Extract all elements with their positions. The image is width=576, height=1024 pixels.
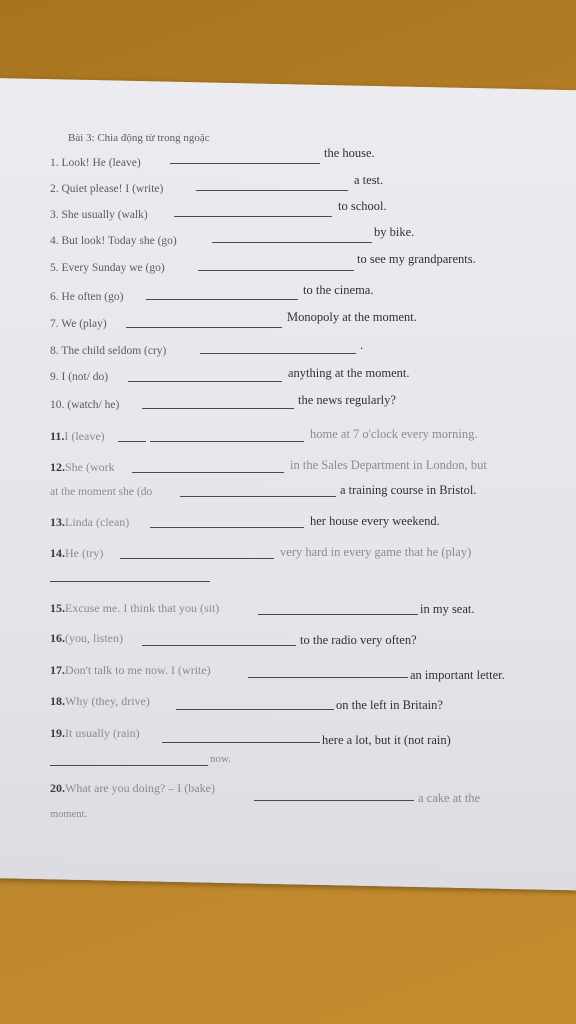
question-18-prompt: Why (they, drive) [65,694,150,708]
answer-blank-11 [150,441,304,442]
question-7-prompt: 7. We (play) [50,318,107,330]
question-17-number: 17. [50,663,65,677]
question-1-continuation: the house. [324,146,375,160]
answer-blank-14b [50,581,210,582]
question-12-prompt-line2: at the moment she (do [50,486,153,498]
question-1-prompt: 1. Look! He (leave) [50,157,141,169]
question-7-continuation: Monopoly at the moment. [287,310,417,324]
question-2-continuation: a test. [354,173,384,187]
question-17-prompt: Don't talk to me now. I (write) [65,663,211,677]
question-14-number: 14. [50,546,65,560]
question-17 [50,663,211,677]
question-18 [50,694,150,708]
question-20-prompt: What are you doing? – I (bake) [65,781,215,795]
question-16-continuation: to the radio very often? [300,633,417,647]
question-19-number: 19. [50,726,65,740]
question-14-continuation: very hard in every game that he (play) [280,545,472,559]
answer-blank-9 [128,381,282,382]
question-19-continuation: here a lot, but it (not rain) [322,733,451,747]
question-12-continuation: in the Sales Department in London, but [290,458,487,472]
question-19 [50,726,140,740]
answer-blank-15 [258,614,418,615]
question-20 [50,781,215,795]
answer-blank-1 [170,163,320,164]
answer-blank-17 [248,677,408,678]
question-8-prompt: 8. The child seldom (cry) [50,345,167,357]
answer-blank-20 [254,800,414,801]
question-11 [50,429,105,443]
answer-blank-2 [196,190,348,191]
question-4-continuation: by bike. [374,225,415,239]
question-11-prompt: I (leave) [64,429,105,443]
answer-blank-4 [212,242,372,243]
question-12-number: 12. [50,460,65,474]
answer-blank-18 [176,709,334,710]
answer-blank-7 [126,327,282,328]
question-16-number: 16. [50,631,65,645]
question-12-continuation-line2: a training course in Bristol. [340,483,477,497]
answer-blank-19 [162,742,320,743]
exercise-heading: Bài 3: Chia động từ trong ngoặc [68,132,210,144]
answer-blank-8 [200,353,356,354]
question-10-continuation: the news regularly? [298,393,396,407]
question-15 [50,601,219,615]
question-13-prompt: Linda (clean) [65,515,130,529]
question-12-prompt: She (work [65,460,115,474]
question-15-number: 15. [50,601,65,615]
question-4-prompt: 4. But look! Today she (go) [50,235,177,247]
question-9-prompt: 9. I (not/ do) [50,371,109,383]
question-20-number: 20. [50,781,65,795]
question-2-prompt: 2. Quiet please! I (write) [50,183,164,195]
question-20-continuation: a cake at the [418,791,481,805]
question-13 [50,515,129,529]
answer-blank-6 [146,299,298,300]
question-13-continuation: her house every weekend. [310,514,440,528]
question-18-continuation: on the left in Britain? [336,698,443,712]
question-18-number: 18. [50,694,65,708]
answer-blank-10 [142,408,294,409]
answer-blank-12 [132,472,284,473]
answer-blank-16 [142,645,296,646]
question-11-continuation: home at 7 o'clock every morning. [310,427,478,441]
answer-blank-5 [198,270,354,271]
question-12 [50,460,115,474]
answer-blank-11a [118,441,146,442]
question-14-prompt: He (try) [65,546,104,560]
answer-blank-19b [50,765,208,766]
question-15-continuation: in my seat. [420,602,475,616]
question-14 [50,546,103,560]
answer-blank-3 [174,216,332,217]
question-19-prompt: It usually (rain) [65,726,140,740]
question-6-continuation: to the cinema. [303,283,374,297]
question-5-prompt: 5. Every Sunday we (go) [50,262,165,274]
answer-blank-14 [120,558,274,559]
question-16 [50,631,123,645]
question-3-continuation: to school. [338,199,387,213]
question-16-prompt: (you, listen) [65,631,123,645]
question-20-prompt-line2: moment. [50,809,88,820]
question-17-continuation: an important letter. [410,668,505,682]
question-19-continuation-line2: now. [210,753,231,765]
question-11-number: 11. [50,429,65,443]
question-8-continuation: . [360,338,364,352]
question-13-number: 13. [50,515,65,529]
answer-blank-12b [180,496,336,497]
question-6-prompt: 6. He often (go) [50,291,124,303]
question-5-continuation: to see my grandparents. [357,252,476,266]
question-9-continuation: anything at the moment. [288,366,410,380]
question-15-prompt: Excuse me. I think that you (sit) [65,601,220,615]
question-10-prompt: 10. (watch/ he) [50,399,120,411]
question-3-prompt: 3. She usually (walk) [50,209,148,221]
answer-blank-13 [150,527,304,528]
